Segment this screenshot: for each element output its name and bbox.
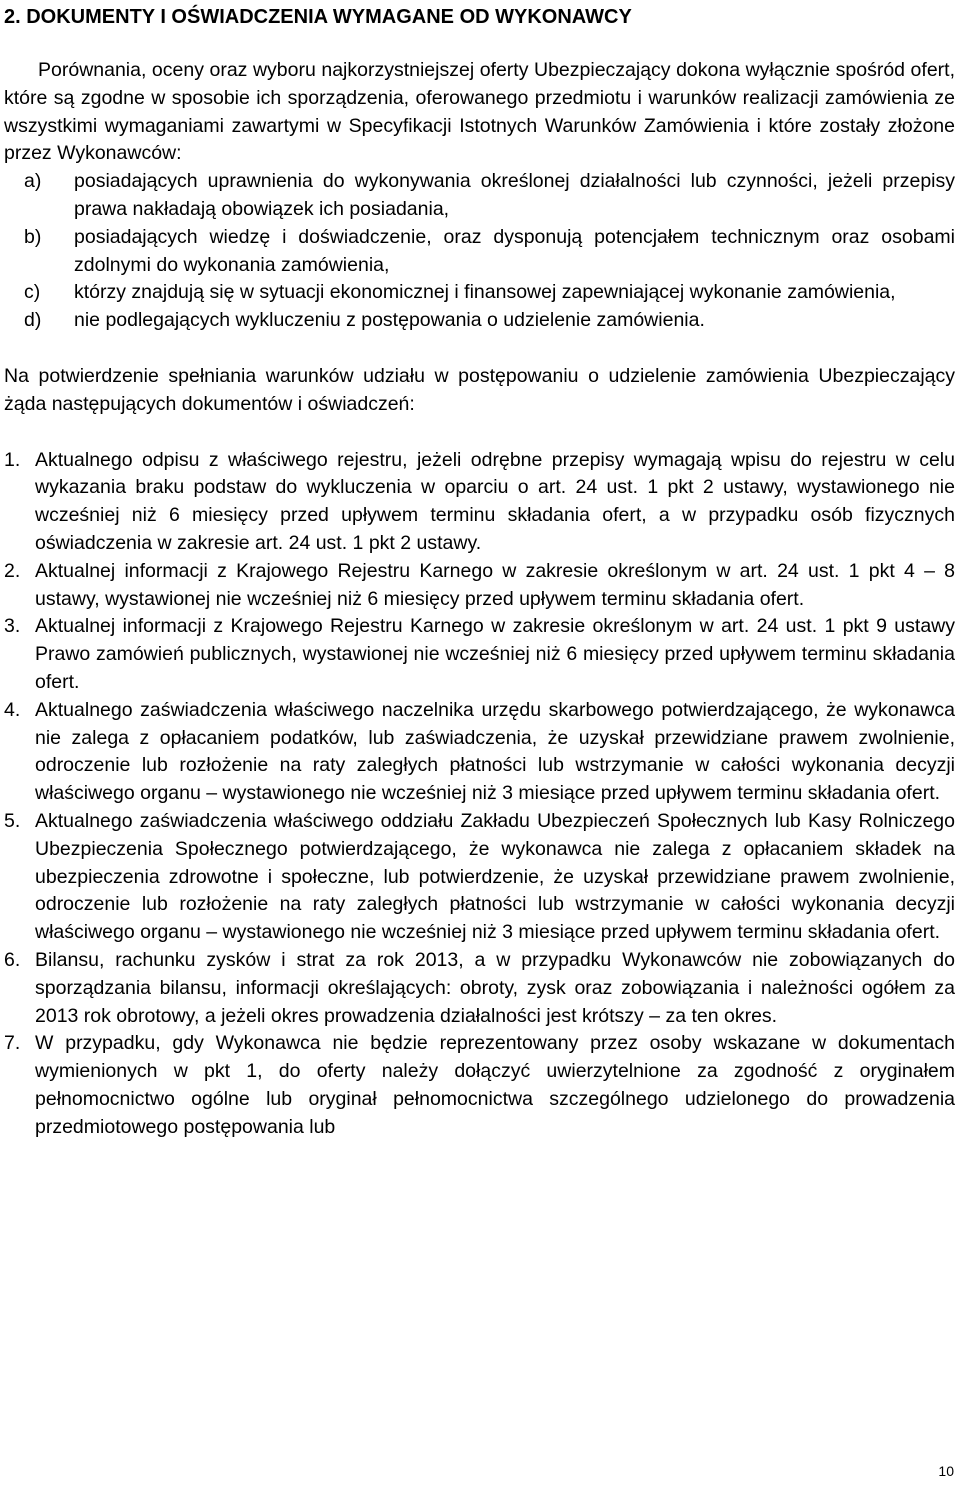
condition-text: którzy znajdują się w sytuacji ekonomicznej i finansowej zapewniającej wykonanie zamówienia, (74, 281, 896, 304)
document-item (4, 947, 955, 1030)
document-item (4, 613, 955, 696)
condition-marker: d) (24, 309, 42, 332)
item-number: 5. (4, 809, 21, 832)
item-number: 3. (4, 615, 21, 638)
condition-marker: a) (24, 170, 42, 193)
requirements-paragraph: Na potwierdzenie spełniania warunków udziału w postępowaniu o udzielenie zamówienia Ubezpieczający żąda następujących dokumentów i oświadczeń: (4, 364, 955, 415)
item-text: Aktualnej informacji z Krajowego Rejestru Karnego w zakresie określonym w art. 24 ust. 1 pkt 4 – 8 ustawy, wystawionej nie wcześniej niż 6 miesięcy przed upływem terminu składania ofert. (35, 559, 955, 610)
spacer (4, 335, 955, 363)
item-number: 2. (4, 559, 21, 582)
condition-item (4, 307, 955, 335)
document-item (4, 447, 955, 558)
item-text: Aktualnego odpisu z właściwego rejestru, jeżeli odrębne przepisy wymagają wpisu do rejestru w celu wykazania braku podstaw do wykluczenia w oparciu o art. 24 ust. 1 pkt 2 ustawy, wystawionego nie wcześniej niż 6 miesięcy przed upływem terminu składania ofert, a w przypadku osób fizycznych oświadczenia w zakresie art. 24 ust. 1 pkt 2 ustawy. (35, 448, 955, 554)
condition-item (4, 224, 955, 280)
condition-marker: c) (24, 281, 41, 304)
item-number: 4. (4, 698, 21, 721)
condition-marker: b) (24, 225, 42, 248)
document-body (4, 57, 955, 1141)
condition-item (4, 279, 955, 307)
item-text: Bilansu, rachunku zysków i strat za rok 2013, a w przypadku Wykonawców nie zobowiązanych do sporządzania bilansu, informacji określających: obroty, zysk oraz zobowiązania i należności ogółem za 2013 rok obrotowy, a jeżeli okres prowadzenia działalności jest krótszy – za ten okres. (35, 948, 955, 1027)
condition-text: nie podlegających wykluczeniu z postępowania o udzielenie zamówienia. (74, 309, 705, 332)
item-number: 1. (4, 448, 21, 471)
item-number: 7. (4, 1032, 21, 1055)
document-item (4, 808, 955, 947)
page-number: 10 (938, 1463, 954, 1479)
condition-list (4, 168, 955, 335)
condition-text: posiadających wiedzę i doświadczenie, oraz dysponują potencjałem technicznym oraz osobami zdolnymi do wykonania zamówienia, (74, 225, 955, 276)
item-text: Aktualnego zaświadczenia właściwego naczelnika urzędu skarbowego potwierdzającego, że wykonawca nie zalega z opłacaniem podatków, lub zaświadczenia, że uzyskał przewidziane prawem zwolnienie, odroczenie lub rozłożenie na raty zaległych płatności lub wstrzymanie w całości wykonania decyzji właściwego organu – wystawionego nie wcześniej niż 3 miesiące przed upływem terminu składania ofert. (35, 698, 955, 805)
item-text: Aktualnego zaświadczenia właściwego oddziału Zakładu Ubezpieczeń Społecznych lub Kasy Rolniczego Ubezpieczenia Społecznego potwierdzającego, że wykonawca nie zalega z opłacaniem składek na ubezpieczenia zdrowotne i społeczne, lub potwierdzenie, że uzyskał przewidziane prawem zwolnienie, odroczenie lub rozłożenie na raty zaległych płatności lub wstrzymanie w całości wykonania decyzji właściwego organu – wystawionego nie wcześniej niż 3 miesiące przed upływem terminu składania ofert. (35, 809, 955, 944)
document-item (4, 1030, 955, 1141)
condition-item (4, 168, 955, 224)
document-item (4, 558, 955, 614)
document-list (4, 447, 955, 1142)
document-item (4, 697, 955, 808)
intro-paragraph: Porównania, oceny oraz wyboru najkorzystniejszej oferty Ubezpieczający dokona wyłącznie spośród ofert, które są zgodne w sposobie ich sporządzenia, oferowanego przedmiotu i warunków realizacji zamówienia ze wszystkimi wymaganiami zawartymi w Specyfikacji Istotnych Warunków Zamówienia i które zostały złożone przez Wykonawców: (4, 59, 955, 165)
spacer (4, 419, 955, 447)
condition-text: posiadających uprawnienia do wykonywania określonej działalności lub czynności, jeżeli przepisy prawa nakładają obowiązek ich posiadania, (74, 170, 955, 220)
section-heading: 2. DOKUMENTY I OŚWIADCZENIA WYMAGANE OD WYKONAWCY (4, 6, 632, 28)
item-text: Aktualnej informacji z Krajowego Rejestru Karnego w zakresie określonym w art. 24 ust. 1 pkt 9 ustawy Prawo zamówień publicznych, wystawionej nie wcześniej niż 6 miesięcy przed upływem terminu składania ofert. (35, 615, 955, 693)
item-text: W przypadku, gdy Wykonawca nie będzie reprezentowany przez osoby wskazane w dokumentach wymienionych w pkt 1, do oferty należy dołączyć uwierzytelnione za zgodność z oryginałem pełnomocnictwo ogólne lub oryginał pełnomocnictwa szczególnego udzielonego do prowadzenia przedmiotowego postępowania lub (35, 1032, 955, 1138)
item-number: 6. (4, 948, 21, 971)
